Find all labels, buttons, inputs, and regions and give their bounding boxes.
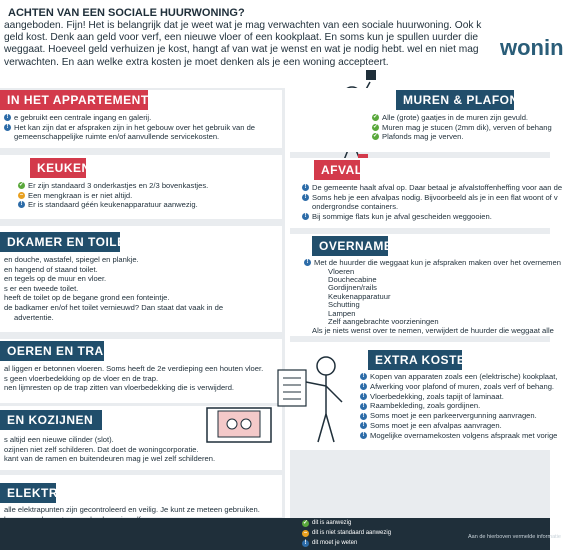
list-item: ! Afwerking voor plafond of muren, zoals verf of behang. bbox=[360, 382, 557, 392]
section-title-vloeren: OEREN EN TRAP bbox=[0, 341, 104, 361]
vloeren-text bbox=[4, 364, 263, 393]
check-icon: ✓ bbox=[302, 519, 309, 526]
list-item: Keukenapparatuur bbox=[328, 291, 391, 301]
intro-text: aangeboden. Fijn! Het is belangrijk dat je weet wat je mag verwachten van een sociale huurwoning. Ook k geld kost. Denk aan geld voor verf, een nieuwe vloer of een kookplaat. En soms kun je spullen uurder die weggaat. Hoeveel geld verhuizen je kost, hangt af van wat je wenst en wat je nodig hebt. wel en niet mag verwachten. En aan welke extra kosten je moet denken als je een woning accepteert. bbox=[4, 20, 482, 68]
list-item: ✓ Er zijn standaard 3 onderkastjes en 2/3 bovenkastjes. bbox=[18, 181, 209, 190]
section-title-elektra: ELEKTRA bbox=[0, 483, 56, 503]
info-icon: ! bbox=[4, 124, 11, 131]
minus-icon: – bbox=[19, 191, 24, 198]
list-item: alle elektrapunten zijn gecontroleerd en veilig. Je kunt ze meteen gebruiken. bbox=[4, 505, 260, 514]
list-item: Lampen bbox=[328, 308, 356, 318]
check-icon: ✓ bbox=[372, 133, 379, 140]
list-item: ! Het kan zijn dat er afspraken zijn in het gebouw over het gebruik van de bbox=[4, 123, 255, 133]
info-icon: ! bbox=[302, 213, 309, 220]
list-item-continuation: gemeenschappelijke ruimte en/of aanvullende servicekosten. bbox=[14, 132, 220, 142]
list-item: ! Soms heb je een afvalpas nodig. Bijvoorbeeld als je in een flat woont of v bbox=[302, 193, 562, 203]
extra-text bbox=[360, 372, 557, 441]
list-item: ! Bij sommige flats kun je afval gescheiden weggooien. bbox=[302, 212, 562, 222]
info-icon: ! bbox=[360, 422, 367, 429]
section-title-appartement: IN HET APPARTEMENT bbox=[0, 90, 148, 110]
legend-item-niet-standaard: – dit is niet standaard aanwezig bbox=[303, 529, 392, 536]
minus-icon: – bbox=[303, 529, 308, 536]
list-item: Douchecabine bbox=[328, 275, 377, 284]
info-icon: ! bbox=[360, 413, 367, 420]
info-icon: ! bbox=[18, 201, 25, 208]
info-icon: ! bbox=[360, 373, 367, 380]
check-icon: ✓ bbox=[18, 182, 25, 189]
check-icon: ✓ bbox=[372, 123, 379, 130]
info-icon: ! bbox=[4, 114, 11, 121]
legend bbox=[302, 518, 391, 548]
list-item: Schutting bbox=[328, 300, 360, 310]
info-icon: ! bbox=[302, 540, 309, 547]
info-icon: ! bbox=[360, 432, 367, 439]
list-item: ozijnen niet zelf schilderen. Dat doet de woningcorporatie. bbox=[4, 444, 199, 454]
list-item: s er een tweede toilet. bbox=[4, 283, 79, 293]
info-icon: ! bbox=[302, 194, 309, 201]
info-icon: ! bbox=[360, 403, 367, 410]
list-item: Als je niets wenst over te nemen, verwijdert de huurder die weggaat alle bbox=[312, 326, 554, 336]
list-item: en tegels op de muur en vloer. bbox=[4, 274, 107, 284]
checklist-illustration-icon bbox=[276, 352, 356, 448]
info-icon: ! bbox=[360, 383, 367, 390]
list-item: heeft de toilet op de begane grond een fonteintje. bbox=[4, 293, 170, 303]
list-item: ! Vloerbedekking, zoals tapijt of laminaat. bbox=[360, 392, 557, 402]
info-icon: ! bbox=[360, 393, 367, 400]
info-icon: ! bbox=[302, 184, 309, 191]
list-item: al liggen er betonnen vloeren. Soms heeft de 2e verdieping een houten vloer. bbox=[4, 364, 264, 373]
legend-item-aanwezig: ✓ dit is aanwezig bbox=[302, 519, 352, 526]
afval-text bbox=[302, 183, 562, 221]
overnames-text bbox=[304, 258, 561, 336]
brand-logo: wonin bbox=[500, 35, 564, 60]
section-title-muren: MUREN & PLAFONDS bbox=[396, 90, 514, 110]
muren-text bbox=[372, 113, 552, 142]
list-item: ! Met de huurder die weggaat kun je afspraken maken over het overnemen bbox=[304, 258, 561, 268]
door-illustration-icon bbox=[206, 407, 272, 443]
kozijnen-text bbox=[4, 435, 215, 464]
list-item: ! Er is standaard géén keukenapparatuur aanwezig. bbox=[18, 200, 208, 210]
list-item-continuation: advertentie. bbox=[14, 312, 54, 322]
list-item: s geen vloerbedekking op de vloer en de trap. bbox=[4, 373, 159, 383]
section-title-badkamer: DKAMER EN TOILET bbox=[0, 232, 120, 252]
list-item: ! Kopen van apparaten zoals een (elektrische) kookplaat, bbox=[360, 372, 557, 382]
appartement-text bbox=[4, 113, 255, 142]
check-icon: ✓ bbox=[372, 114, 379, 121]
list-item: de badkamer en/of het toilet vernieuwd? Dan staat dat vaak in de bbox=[4, 302, 224, 312]
list-item: – Een mengkraan is er niet altijd. bbox=[19, 190, 133, 200]
list-item: Vloeren bbox=[328, 266, 355, 276]
list-item: s altijd een nieuwe cilinder (slot). bbox=[4, 435, 114, 444]
overnames-list bbox=[304, 268, 561, 327]
list-item: ✓ Alle (grote) gaatjes in de muren zijn gevuld. bbox=[372, 113, 529, 122]
info-icon: ! bbox=[304, 259, 311, 266]
section-title-kozijnen: EN KOZIJNEN bbox=[0, 410, 102, 430]
list-item: ! Soms moet je een afvalpas aanvragen. bbox=[360, 421, 557, 431]
list-item: ! e gebruikt een centrale ingang en galerij. bbox=[4, 113, 255, 123]
list-item: ! Raambekleding, zoals gordijnen. bbox=[360, 401, 557, 411]
list-item: kant van de ramen en buitendeuren mag je wel zelf schilderen. bbox=[4, 454, 216, 464]
footer-note: Aan de hierboven vermelde informatie bbox=[468, 534, 561, 540]
list-item: ✓ Muren mag je stucen (2mm dik), verven of behang bbox=[372, 122, 552, 132]
section-title-overnames: OVERNAMES bbox=[312, 236, 388, 256]
section-title-extra: EXTRA KOSTEN bbox=[368, 350, 462, 370]
list-item: ! Mogelijke overnamekosten volgens afspraak met vorige bbox=[360, 431, 557, 441]
list-item: ! Soms moet je een parkeervergunning aanvragen. bbox=[360, 411, 557, 421]
list-item: Gordijnen/rails bbox=[328, 283, 377, 293]
legend-item-weten: ! dit moet je weten bbox=[302, 538, 391, 548]
list-item: en hangend of staand toilet. bbox=[4, 264, 98, 274]
section-title-keuken: KEUKEN bbox=[30, 158, 86, 178]
keuken-text bbox=[18, 181, 208, 210]
page-title: ACHTEN VAN EEN SOCIALE HUURWONING? bbox=[8, 7, 245, 19]
badkamer-text bbox=[4, 255, 223, 322]
list-item-continuation: ondergrondse containers. bbox=[312, 202, 399, 212]
list-item: ✓ Plafonds mag je verven. bbox=[372, 132, 464, 142]
section-title-afval: AFVAL bbox=[314, 160, 360, 180]
list-item: nen lijmresten op de trap zitten van vloerbedekking die is verwijderd. bbox=[4, 383, 235, 393]
list-item: en douche, wastafel, spiegel en plankje. bbox=[4, 255, 139, 264]
list-item: ! De gemeente haalt afval op. Daar betaal je afvalstoffenheffing voor aan de bbox=[302, 183, 562, 193]
list-item: Zelf aangebrachte voorzieningen bbox=[328, 317, 439, 327]
